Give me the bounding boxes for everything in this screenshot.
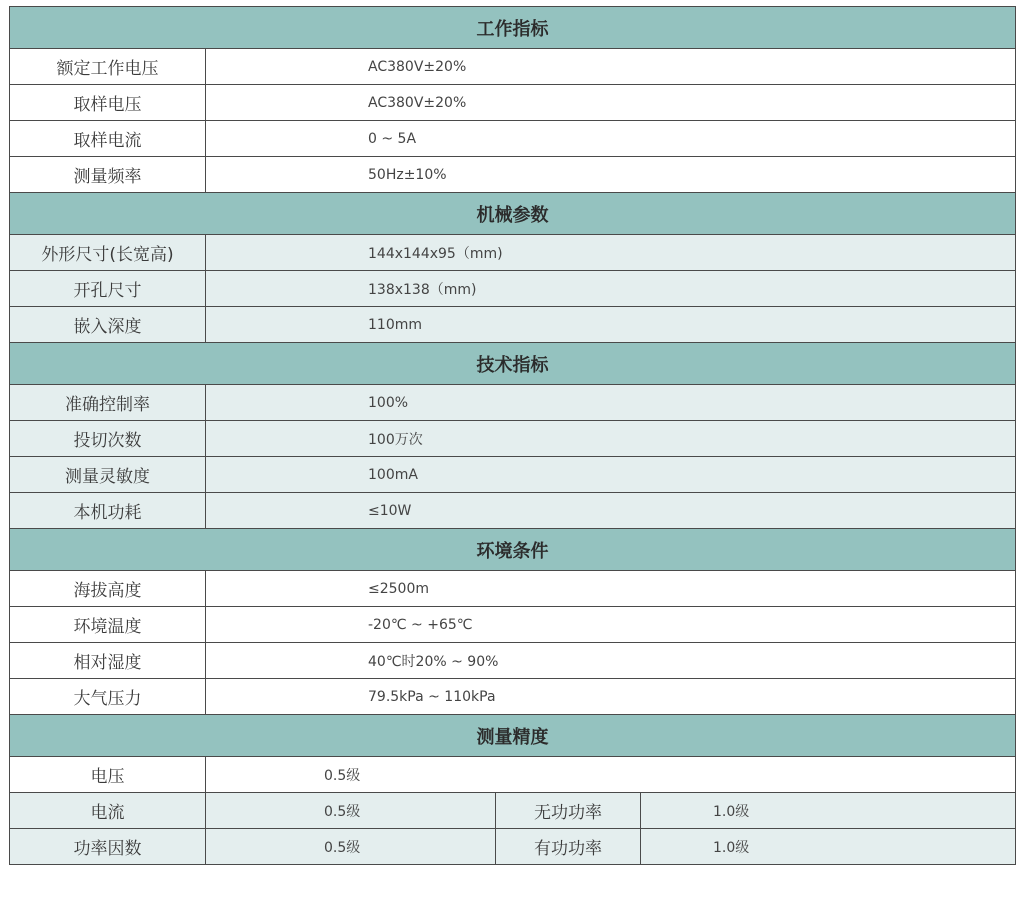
table-row (10, 829, 1016, 865)
row-value: 40℃时20% ~ 90% (206, 643, 1016, 679)
row-value: 0 ~ 5A (206, 121, 1016, 157)
row-value-2: 1.0级 (641, 793, 1016, 829)
table-row (10, 493, 1016, 529)
section-header-mechanical (10, 193, 1016, 235)
section-header-technical (10, 343, 1016, 385)
table-row (10, 421, 1016, 457)
row-label: 大气压力 (10, 679, 206, 715)
row-value: -20℃ ~ +65℃ (206, 607, 1016, 643)
row-value: 100mA (206, 457, 1016, 493)
table-row (10, 235, 1016, 271)
row-label: 投切次数 (10, 421, 206, 457)
table-row (10, 757, 1016, 793)
row-label: 取样电流 (10, 121, 206, 157)
row-label: 功率因数 (10, 829, 206, 865)
row-label: 外形尺寸(长宽高) (10, 235, 206, 271)
row-label: 电压 (10, 757, 206, 793)
row-value: ≤10W (206, 493, 1016, 529)
row-label: 测量频率 (10, 157, 206, 193)
spec-sheet (9, 6, 1015, 865)
section-header-work (10, 7, 1016, 49)
row-label: 测量灵敏度 (10, 457, 206, 493)
row-value: 144x144x95（mm) (206, 235, 1016, 271)
section-title: 测量精度 (10, 715, 1016, 757)
row-label: 取样电压 (10, 85, 206, 121)
row-value: 100% (206, 385, 1016, 421)
row-value: 0.5级 (206, 829, 496, 865)
row-label: 准确控制率 (10, 385, 206, 421)
table-row (10, 607, 1016, 643)
row-value: 0.5级 (206, 757, 1016, 793)
row-value: 0.5级 (206, 793, 496, 829)
row-value: ≤2500m (206, 571, 1016, 607)
table-row (10, 571, 1016, 607)
table-row (10, 271, 1016, 307)
row-label: 本机功耗 (10, 493, 206, 529)
row-value: 100万次 (206, 421, 1016, 457)
row-label: 海拔高度 (10, 571, 206, 607)
row-value: AC380V±20% (206, 85, 1016, 121)
row-label: 相对湿度 (10, 643, 206, 679)
row-label: 嵌入深度 (10, 307, 206, 343)
table-row (10, 793, 1016, 829)
section-header-precision (10, 715, 1016, 757)
row-label: 电流 (10, 793, 206, 829)
row-label: 开孔尺寸 (10, 271, 206, 307)
table-row (10, 679, 1016, 715)
row-label: 环境温度 (10, 607, 206, 643)
row-label: 额定工作电压 (10, 49, 206, 85)
section-title: 技术指标 (10, 343, 1016, 385)
section-header-environment (10, 529, 1016, 571)
table-row (10, 85, 1016, 121)
section-title: 环境条件 (10, 529, 1016, 571)
row-label-2: 无功功率 (496, 793, 641, 829)
section-title: 机械参数 (10, 193, 1016, 235)
table-row (10, 643, 1016, 679)
table-row (10, 157, 1016, 193)
table-row (10, 121, 1016, 157)
row-value-2: 1.0级 (641, 829, 1016, 865)
row-value: 110mm (206, 307, 1016, 343)
row-value: 138x138（mm) (206, 271, 1016, 307)
row-value: 50Hz±10% (206, 157, 1016, 193)
spec-table (9, 6, 1016, 865)
table-row (10, 457, 1016, 493)
row-value: AC380V±20% (206, 49, 1016, 85)
row-value: 79.5kPa ~ 110kPa (206, 679, 1016, 715)
table-row (10, 307, 1016, 343)
table-row (10, 385, 1016, 421)
row-label-2: 有功功率 (496, 829, 641, 865)
table-row (10, 49, 1016, 85)
section-title: 工作指标 (10, 7, 1016, 49)
